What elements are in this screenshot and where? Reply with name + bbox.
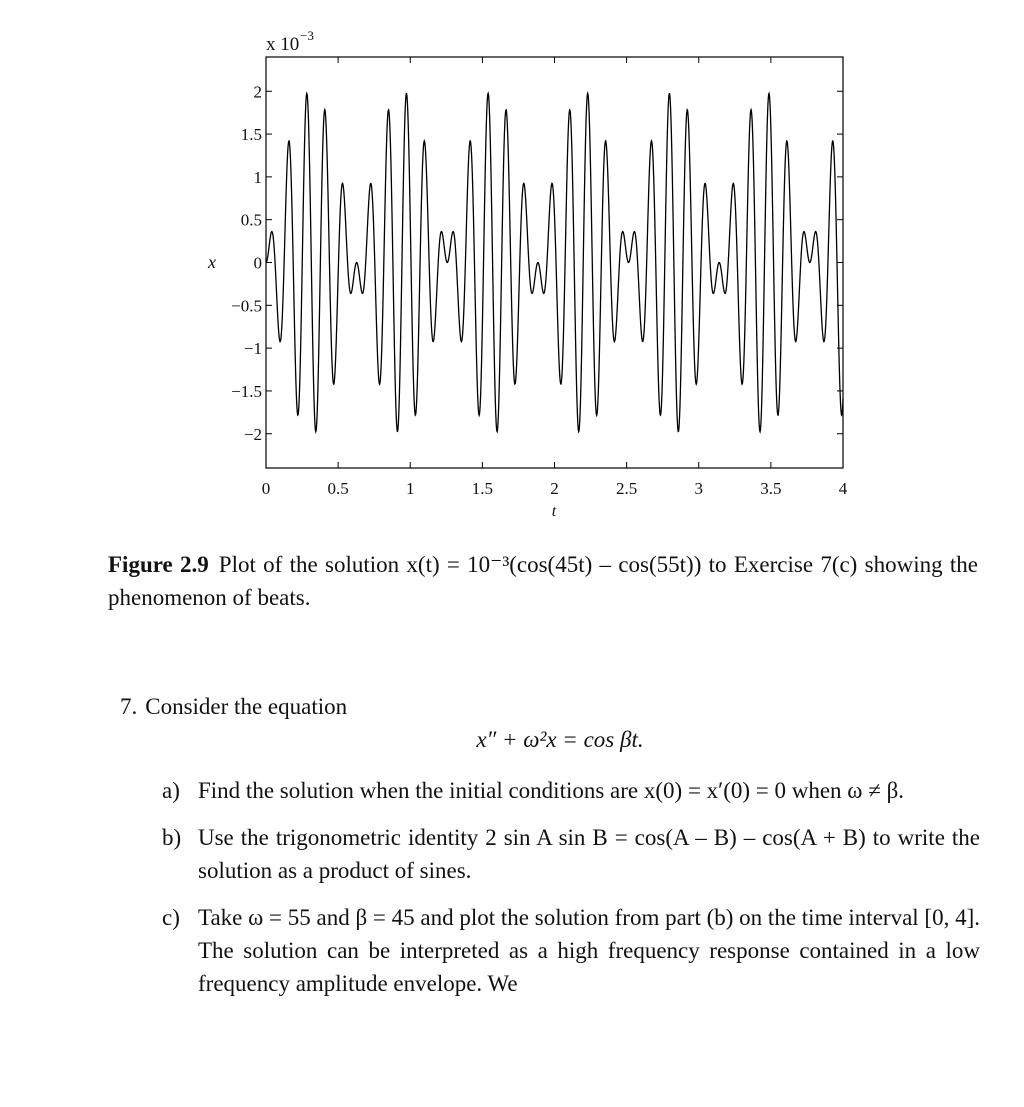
y-tick-label: 2 bbox=[253, 82, 262, 102]
beats-plot bbox=[0, 0, 1024, 530]
x-tick-label: 4 bbox=[838, 479, 848, 498]
series-line-x-of-t bbox=[266, 93, 843, 431]
part-text-c: Take ω = 55 and β = 45 and plot the solution from part (b) on the time interval [0, 4]. The solution can be interpreted as a high frequency response contained in a low frequency amplitude envelope. We bbox=[198, 905, 980, 996]
exercise-number: 7. bbox=[120, 694, 138, 719]
part-text-b: Use the trigonometric identity 2 sin A sin B = cos(A – B) – cos(A + B) to write the solution as a product of sines. bbox=[198, 825, 980, 883]
y-tick-label: 1.5 bbox=[240, 125, 262, 145]
y-tick-label: −1 bbox=[243, 339, 262, 359]
exercise-part-a bbox=[120, 774, 980, 807]
figure-caption-text: Plot of the solution x(t) = 10⁻³(cos(45t) – cos(55t)) to Exercise 7(c) showing the phenomenon of beats. bbox=[108, 552, 978, 610]
x-tick-label: 3 bbox=[694, 479, 703, 498]
y-tick-label: 1 bbox=[253, 167, 262, 187]
exercise-7 bbox=[120, 690, 980, 1014]
y-axis-ticks bbox=[266, 91, 843, 434]
y-axis-tick-labels bbox=[231, 82, 262, 444]
scale-label-exponent: −3 bbox=[300, 28, 314, 43]
x-tick-label: 1 bbox=[406, 479, 415, 498]
part-text-a: Find the solution when the initial conditions are x(0) = x′(0) = 0 when ω ≠ β. bbox=[198, 778, 905, 803]
figure-caption bbox=[108, 548, 978, 614]
equation-text: x″ + ω²x = cos βt. bbox=[476, 727, 644, 752]
exercise-part-c bbox=[120, 901, 980, 1000]
part-label-c: c) bbox=[162, 905, 180, 930]
x-axis-tick-labels bbox=[262, 479, 848, 498]
y-tick-label: 0 bbox=[253, 253, 262, 273]
plot-frame bbox=[266, 57, 843, 468]
y-tick-label: −1.5 bbox=[231, 381, 262, 401]
x-tick-label: 2.5 bbox=[616, 479, 638, 498]
exercise-part-b bbox=[120, 821, 980, 887]
part-label-b: b) bbox=[162, 825, 182, 850]
part-label-a: a) bbox=[162, 778, 180, 803]
x-axis-label: t bbox=[551, 503, 557, 520]
figure-label: Figure 2.9 bbox=[108, 552, 209, 577]
y-axis-label: x bbox=[208, 252, 216, 272]
exercise-intro-text: Consider the equation bbox=[145, 694, 348, 719]
x-tick-label: 0 bbox=[261, 479, 271, 498]
exercise-equation bbox=[120, 723, 980, 756]
y-tick-label: −0.5 bbox=[231, 296, 262, 316]
y-tick-label: −2 bbox=[243, 424, 262, 444]
exercise-intro bbox=[120, 690, 980, 723]
x-tick-label: 3.5 bbox=[760, 479, 782, 498]
scale-label-base: x 10 bbox=[266, 34, 300, 55]
y-tick-label: 0.5 bbox=[240, 210, 262, 230]
x-tick-label: 1.5 bbox=[471, 479, 493, 498]
x-tick-label: 2 bbox=[550, 479, 559, 498]
x-tick-label: 0.5 bbox=[327, 479, 349, 498]
x-axis-ticks bbox=[266, 57, 843, 468]
